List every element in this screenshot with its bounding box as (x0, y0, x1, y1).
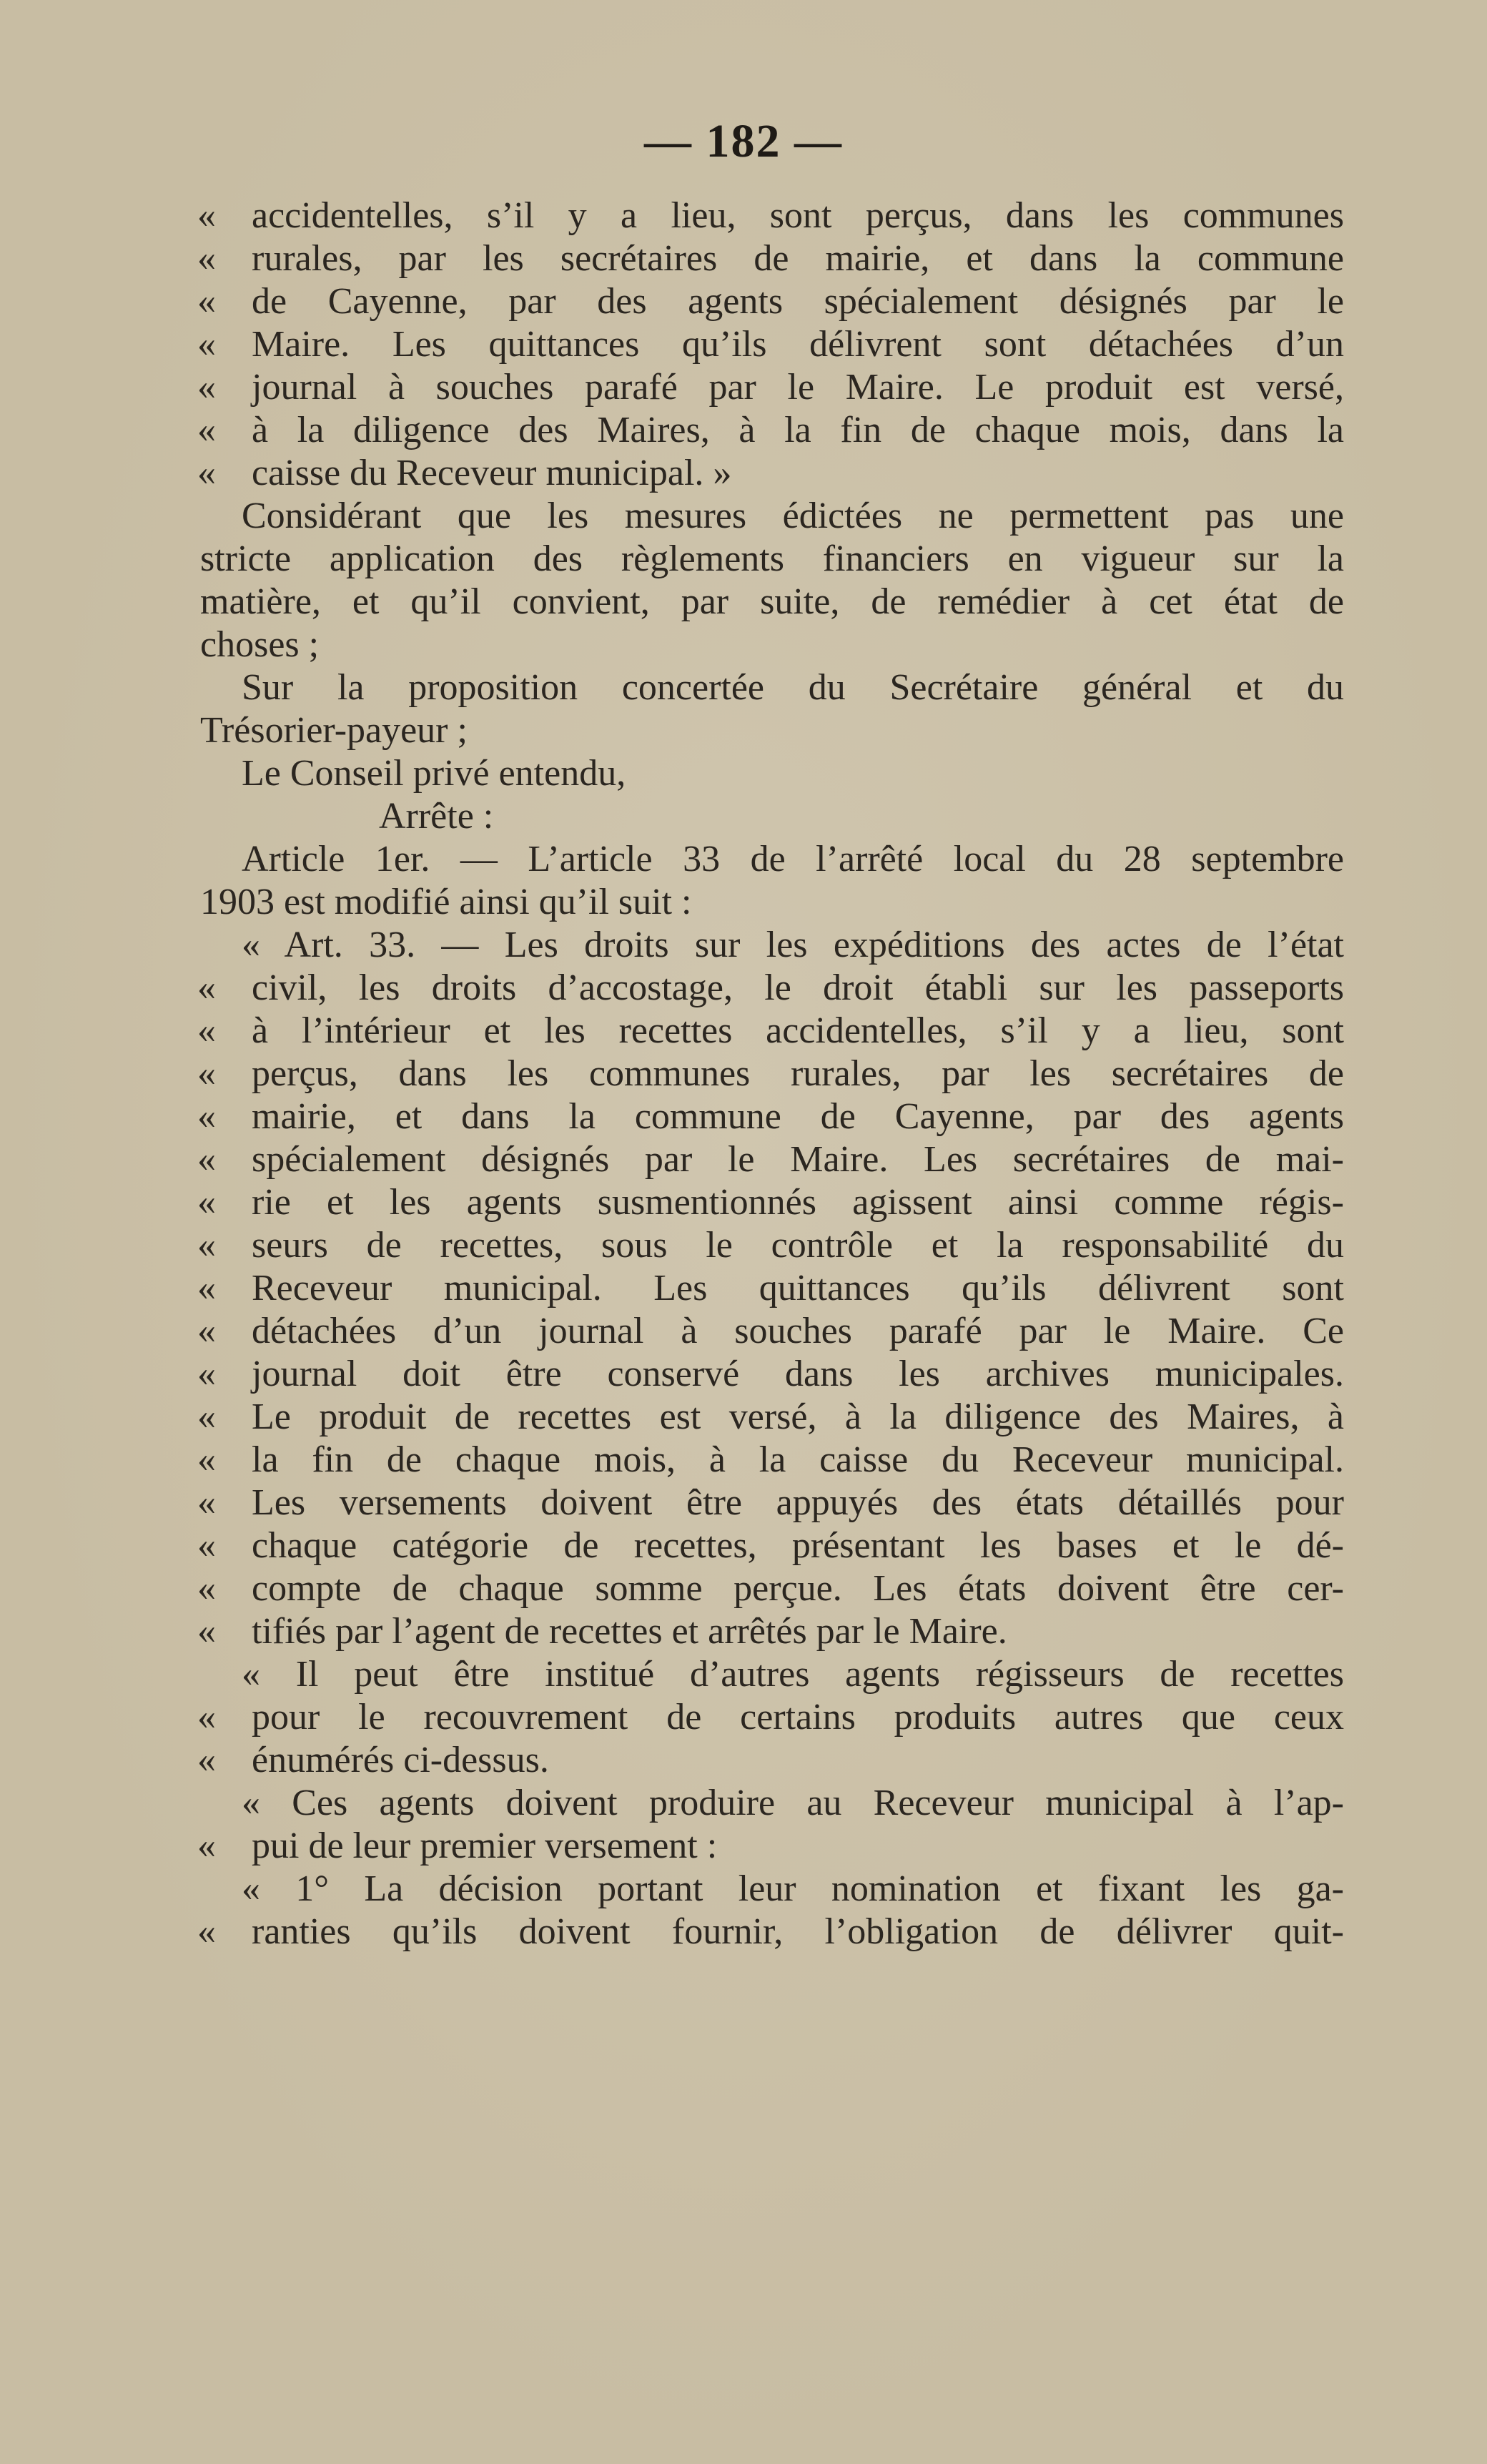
quote-mark: « (197, 1825, 216, 1866)
line-text: à l’intérieur et les recettes accidentelles, s’il y a lieu, sont (252, 1010, 1344, 1051)
text-line (200, 752, 1344, 795)
text-line (200, 666, 1344, 709)
quote-mark: « (197, 1354, 216, 1394)
text-line (197, 1224, 1344, 1267)
line-text: à la diligence des Maires, à la fin de chaque mois, dans la (252, 410, 1344, 450)
quote-mark: « (197, 410, 216, 450)
text-line (197, 967, 1344, 1010)
line-text: Receveur municipal. Les quittances qu’ils délivrent sont (252, 1268, 1344, 1309)
text-line (197, 1482, 1344, 1524)
line-text: 1903 est modifié ainsi qu’il suit : (200, 882, 692, 922)
line-text: journal doit être conservé dans les archives municipales. (252, 1354, 1344, 1394)
text-line (197, 323, 1344, 366)
text-line (200, 709, 1344, 752)
line-text: Trésorier-payeur ; (200, 710, 468, 751)
text-line (197, 280, 1344, 323)
line-text: matière, et qu’il convient, par suite, de remédier à cet état de (200, 581, 1344, 622)
body-text (197, 194, 1344, 1953)
text-line (200, 838, 1344, 881)
line-text: « Ces agents doivent produire au Receveur municipal à l’ap- (242, 1783, 1344, 1823)
text-line (200, 795, 1344, 838)
text-line (197, 409, 1344, 452)
quote-mark: « (197, 453, 216, 493)
line-text: Le Conseil privé entendu, (242, 753, 626, 794)
text-line (200, 1782, 1344, 1825)
text-line (197, 1267, 1344, 1310)
line-text: de Cayenne, par des agents spécialement désignés par le (252, 281, 1344, 322)
line-text: journal à souches parafé par le Maire. Le produit est versé, (252, 367, 1344, 408)
line-text: Sur la proposition concertée du Secrétaire général et du (242, 667, 1344, 708)
line-text: caisse du Receveur municipal. » (252, 453, 732, 493)
quote-mark: « (197, 1182, 216, 1223)
text-line (197, 1010, 1344, 1053)
line-text: « Art. 33. — Les droits sur les expéditions des actes de l’état (242, 925, 1344, 965)
line-text: rie et les agents susmentionnés agissent ainsi comme régis- (252, 1182, 1344, 1223)
line-text: « 1° La décision portant leur nomination et fixant les ga- (242, 1868, 1344, 1909)
text-line (200, 1653, 1344, 1696)
quote-mark: « (197, 1697, 216, 1738)
line-text: ranties qu’ils doivent fournir, l’obligation de délivrer quit- (252, 1911, 1344, 1952)
text-line (197, 1053, 1344, 1095)
line-text: Maire. Les quittances qu’ils délivrent sont détachées d’un (252, 324, 1344, 365)
quote-mark: « (197, 1525, 216, 1566)
line-text: chaque catégorie de recettes, présentant les bases et le dé- (252, 1525, 1344, 1566)
quote-mark: « (197, 1482, 216, 1523)
text-line (197, 1439, 1344, 1482)
quote-mark: « (197, 324, 216, 365)
text-line (197, 1524, 1344, 1567)
line-text: Considérant que les mesures édictées ne permettent pas une (242, 496, 1344, 536)
quote-mark: « (197, 238, 216, 279)
text-line (197, 1353, 1344, 1396)
line-text: détachées d’un journal à souches parafé par le Maire. Ce (252, 1311, 1344, 1351)
quote-mark: « (197, 1096, 216, 1137)
quote-mark: « (197, 1911, 216, 1952)
line-text: énumérés ci-dessus. (252, 1740, 549, 1780)
line-text: mairie, et dans la commune de Cayenne, par des agents (252, 1096, 1344, 1137)
text-line (200, 1868, 1344, 1911)
text-line (197, 1610, 1344, 1653)
line-text: seurs de recettes, sous le contrôle et la responsabilité du (252, 1225, 1344, 1266)
text-line (200, 581, 1344, 624)
line-text: tifiés par l’agent de recettes et arrêtés par le Maire. (252, 1611, 1007, 1652)
quote-mark: « (197, 1268, 216, 1309)
text-line (200, 881, 1344, 924)
line-text: la fin de chaque mois, à la caisse du Receveur municipal. (252, 1439, 1344, 1480)
line-text: stricte application des règlements financiers en vigueur sur la (200, 538, 1344, 579)
quote-mark: « (197, 367, 216, 408)
line-text: spécialement désignés par le Maire. Les secrétaires de mai- (252, 1139, 1344, 1180)
line-text: Les versements doivent être appuyés des états détaillés pour (252, 1482, 1344, 1523)
text-line (200, 624, 1344, 666)
text-line (197, 1911, 1344, 1953)
quote-mark: « (197, 1225, 216, 1266)
quote-mark: « (197, 195, 216, 236)
text-line (197, 1825, 1344, 1868)
line-text: « Il peut être institué d’autres agents régisseurs de recettes (242, 1654, 1344, 1695)
line-text: pour le recouvrement de certains produits autres que ceux (252, 1697, 1344, 1738)
line-text: accidentelles, s’il y a lieu, sont perçus, dans les communes (252, 195, 1344, 236)
text-line (197, 452, 1344, 495)
text-line (200, 538, 1344, 581)
quote-mark: « (197, 1611, 216, 1652)
line-text: choses ; (200, 624, 320, 665)
line-text: Article 1er. — L’article 33 de l’arrêté local du 28 septembre (242, 839, 1344, 879)
text-line (197, 1310, 1344, 1353)
text-line (197, 366, 1344, 409)
text-line (197, 1181, 1344, 1224)
page-number: — 182 — (644, 115, 843, 167)
quote-mark: « (197, 1311, 216, 1351)
quote-mark: « (197, 1396, 216, 1437)
line-text: compte de chaque somme perçue. Les états doivent être cer- (252, 1568, 1344, 1609)
text-line (197, 1396, 1344, 1439)
text-line (197, 1095, 1344, 1138)
quote-mark: « (197, 1568, 216, 1609)
text-line (200, 924, 1344, 967)
quote-mark: « (197, 1139, 216, 1180)
quote-mark: « (197, 1740, 216, 1780)
quote-mark: « (197, 967, 216, 1008)
text-line (197, 1739, 1344, 1782)
quote-mark: « (197, 281, 216, 322)
line-text: Arrête : (379, 796, 494, 837)
line-text: rurales, par les secrétaires de mairie, et dans la commune (252, 238, 1344, 279)
text-line (197, 1138, 1344, 1181)
line-text: civil, les droits d’accostage, le droit établi sur les passeports (252, 967, 1344, 1008)
line-text: perçus, dans les communes rurales, par les secrétaires de (252, 1053, 1344, 1094)
line-text: Le produit de recettes est versé, à la diligence des Maires, à (252, 1396, 1344, 1437)
text-line (197, 1567, 1344, 1610)
text-line (200, 495, 1344, 538)
text-line (197, 194, 1344, 237)
text-line (197, 1696, 1344, 1739)
quote-mark: « (197, 1439, 216, 1480)
line-text: pui de leur premier versement : (252, 1825, 718, 1866)
quote-mark: « (197, 1053, 216, 1094)
text-line (197, 237, 1344, 280)
quote-mark: « (197, 1010, 216, 1051)
